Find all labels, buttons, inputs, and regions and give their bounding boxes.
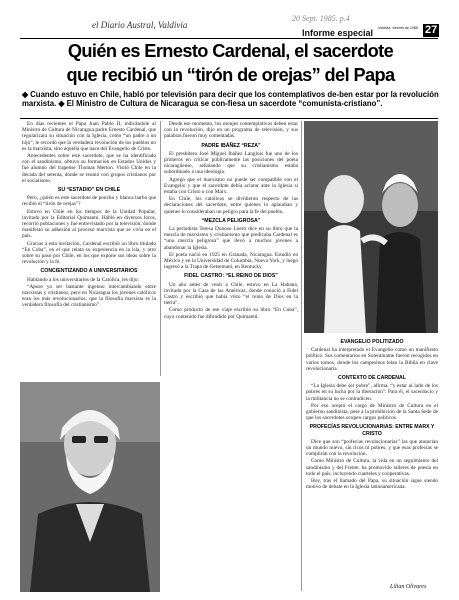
lead-bullet-1: Cuando estuvo en Chile, habló por televisión para decir que los contemplativos de-ben estar por la revolución marxista. [22,90,439,109]
paragraph: El poeta nació en 1925 en Granada, Nicaragua. Estudió en México y en la Universidad de Columbia, Nueva York, y luego ingresó a la Trapa de Getsemaní, en Kentucky. [164,251,298,271]
handwritten-source-note: el Diario Austral, Valdivia [92,20,188,30]
paragraph: “Apuro yo ser bastante ingenuo intercambiando entre marxistas y cristianos, pero en Nicaragua los jóvenes católicos eran los más revolucionarios; que la filosofía marxista es la verdadera filosofía del cristianismo”. [22,283,156,309]
column-divider [160,121,161,376]
subheading: FIDEL CASTRO: “EL REINO DE DIOS” [184,273,278,280]
headline-line-2: que recibió un “tirón de orejas” del Papa [66,65,395,85]
edition-info: Valdivia, viernes de 1985 [378,26,418,30]
paragraph: Dice que son “profecías revolucionarias” las que anuncian un mundo nuevo, sin ricos ni pobres, y que esas profecías se cumplirán con la revolución. [306,438,438,458]
photo-caption-heading: EVANGELIO POLITIZADO [340,339,404,345]
subheading: PADRE IBÁÑEZ “REZA” [201,142,261,149]
section-label: Informe especial [302,28,374,38]
paragraph: Antecedentes sobre este sacerdote, que se ha identificado con el sandinismo, obtuvo su formación en Estados Unidos y fue alumno del trapense Thomas Merton. Visitó Chile en la década del setenta, donde se reunió con grupos cristianos por el socialismo. [22,153,156,184]
cardenal-portrait-photo [20,382,160,592]
paragraph: En Chile, los católicos se dividieron respecto de las declaraciones del sacerdote, entre quienes lo aplaudían y quienes lo consideraban un peligro para la fe del pueblo. [164,196,298,215]
paragraph: La periodista Teresa Donoso Loero dice en su libro que la mezcla de marxismo y cristianismo que predicaba Cardenal es “una mezcla peligrosa” que llevó a muchos jóvenes a abandonar la Iglesia. [164,226,298,251]
paragraph: Como producto de ese viaje escribió su libro “En Cuba”, cuyo contenido fue difundido por Quimantú. [164,307,298,320]
paragraph: “La Iglesia debe ser pobre”, afirma, “y estar al lado de los pobres en su lucha por la liberación”. Para él, el sacerdocio y la militancia no se contradicen. [306,383,438,402]
lead-summary [22,90,440,108]
paragraph: El presbítero José Miguel Ibáñez Langlois fue uno de los primeros en criticar públicamente las posiciones del poeta nicaragüense, señalando que su cristianismo estaba subordinado a una ideología. [164,150,298,176]
paragraph: Por eso aceptó el cargo de Ministro de Cultura en el gobierno sandinista, pese a la prohibición de la Santa Sede de que los sacerdotes ocupen cargos políticos. [306,402,438,422]
lead-rule [20,118,438,119]
byline: Lilian Olivares [390,584,427,590]
paragraph: Un año antes de venir a Chile, estuvo en La Habana, invitado por la Casa de las Américas, donde conoció a Fidel Castro y escribió que había visto “el reino de Dios en la tierra”. [164,281,298,307]
handwritten-date-note: 20 Sept. 1985. p.4 [292,14,350,23]
headline-line-1: Quién es Ernesto Cardenal, el sacerdote [67,41,394,61]
article-column-2 [164,121,298,591]
paragraph: Cardenal ha interpretado el Evangelio como un manifiesto político. Sus comentarios en Solentiname fueron recogidos en varios tomos, donde los campesinos leían la Biblia en clave revolucionaria. [306,347,438,372]
paragraph: Gracias a esta invitación, Cardenal escribió un libro titulado “En Cuba”, en el que relata su experiencia en la isla, y otro sobre su paso por Chile, en los que expone sus ideas sobre la revolución y la fe. [22,240,156,266]
header-rule [20,38,438,39]
paragraph: Agregó que el marxismo no puede ser compatible con el Evangelio y que el sacerdote debía aclarar ante la Iglesia si estaba con Cristo o con Marx. [164,176,298,196]
subheading: PROFECÍAS REVOLUCIONARIAS: ENTRE MARX Y CRISTO [309,424,435,437]
paragraph: Hoy, tras el llamado del Papa, su situación sigue siendo motivo de debate en la Iglesia latinoamericana. [306,478,438,491]
paragraph: Pero, ¿quién es este sacerdote de poncho y blanca barba que recibió el “tirón de orejas”? [22,195,156,208]
article-column-1 [22,121,156,376]
paragraph: Estuvo en Chile en los tiempos de la Unidad Popular, invitado por la Editorial Quimantú. Habló en diversos foros, recorrió poblaciones y fue entrevistado por la televisión, donde manifestó su adhesión al proceso marxista que se vivía en el país. [22,208,156,240]
subheading: “MEZCLA PELIGROSA” [201,217,261,224]
papal-audience-photo [304,121,438,333]
column-divider [301,121,302,591]
page-number: 27 [425,24,438,36]
lead-bullet-2: El Ministro de Cultura de Nicaragua se con-fiesa un sacerdote “comunista-cristiano”. [66,99,383,109]
paragraph: Como Ministro de Cultura, la vida en un seguimiento del sandinismo y del Frente, ha promovido talleres de poesía en todo el país, incluyendo cuarteles y cooperativas. [306,458,438,477]
portrait-illustration [20,382,160,592]
paragraph: En días recientes el Papa Juan Pablo II, indicándole al Ministro de Cultura de Nicaragua padre Ernesto Cardenal, que regularizara su situación con la Iglesia, como “un padre a un hijo”, le recordó que la verdadera revolución de los pueblos no es la marxista, sino aquella que nace del Evangelio de Cristo. [22,121,156,152]
subheading: CONCIENTIZANDO A UNIVERSITARIOS [40,268,138,275]
subheading: SU “ESTADIO” EN CHILE [57,187,121,194]
article-column-3 [306,336,438,582]
photo-illustration [304,121,438,333]
bullet-icon: ◆ [22,90,28,99]
paragraph: Hablando a los universitarios de la Católica, les dijo: [27,276,139,283]
subheading: CONTEXTO DE CARDENAL [338,375,406,382]
bullet-icon: ◆ [58,99,65,109]
paragraph: Desde ese momento, los monjes contemplativos deben estar con la revolución, dijo en un programa de televisión, y sus palabras fueron muy comentadas. [164,121,298,140]
